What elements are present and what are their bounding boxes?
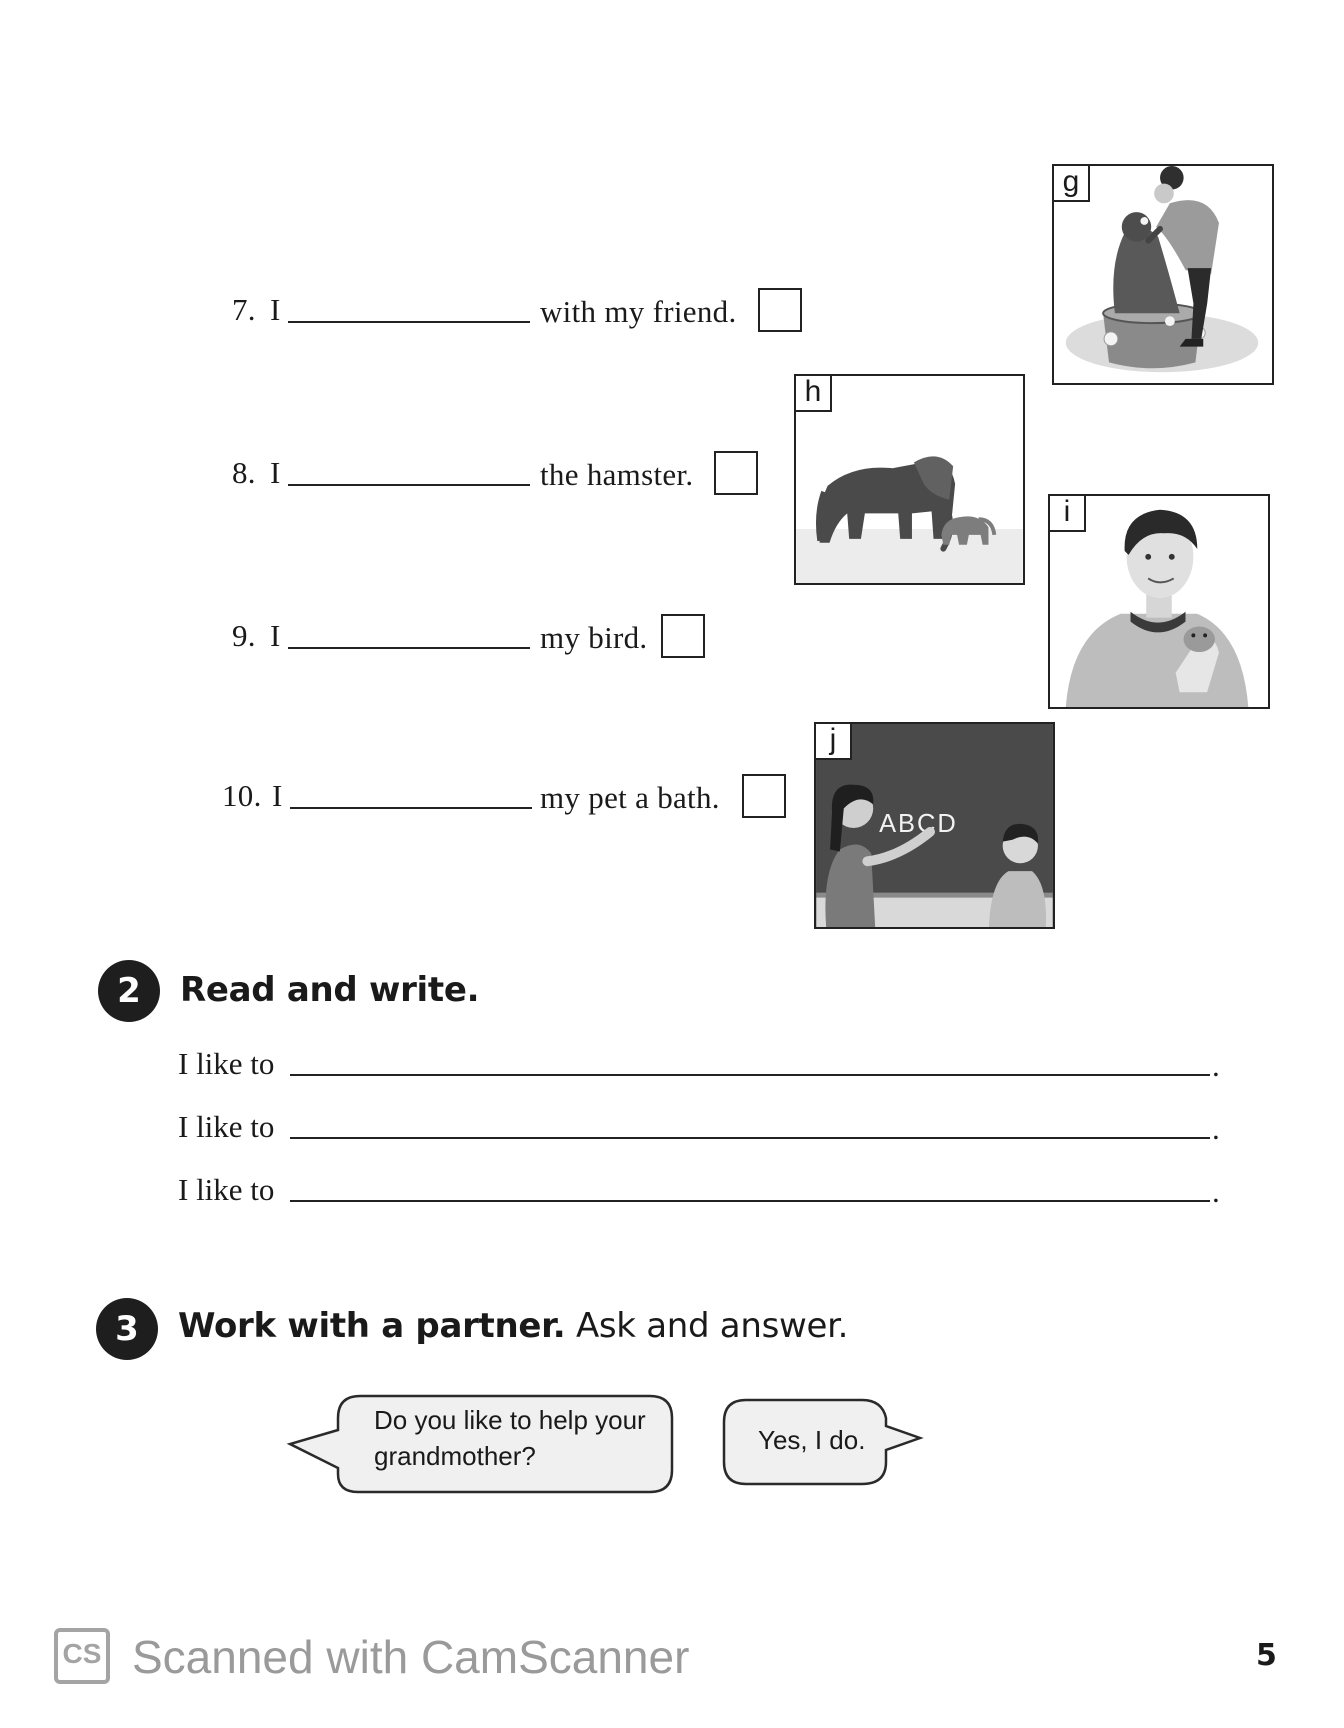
answer-blank-8[interactable] [288,484,530,486]
item-subject: I [272,778,283,813]
question-line-2: grandmother? [374,1441,536,1471]
answer-box-8[interactable] [714,451,758,495]
picture-j [814,722,1055,929]
item-number: 9. [232,618,256,653]
picture-i [1048,494,1270,709]
write-prompt: I like to [178,1046,275,1081]
question-line-1: Do you like to help your [374,1405,646,1435]
write-prompt: I like to [178,1172,275,1207]
exercise-2-title: Read and write. [180,970,480,1010]
write-answer-line[interactable] [290,1074,1210,1076]
answer-box-10[interactable] [742,774,786,818]
answer-box-9[interactable] [661,614,705,658]
picture-label: j [816,724,852,760]
item-text: my bird. [540,620,648,655]
write-answer-line[interactable] [290,1137,1210,1139]
item-subject: I [270,292,281,327]
chalkboard-text: ABCD [879,809,958,838]
line-end-punctuation: . [1212,1174,1220,1209]
item-text: my pet a bath. [540,780,720,815]
item-number: 8. [232,455,256,490]
answer-blank-7[interactable] [288,321,530,323]
exercise-3-title: Work with a partner. Ask and answer. [178,1306,849,1346]
item-number: 10. [222,778,262,813]
camscanner-logo-icon: CS [54,1628,110,1684]
scanner-watermark: Scanned with CamScanner [132,1631,690,1683]
answer-blank-9[interactable] [288,647,530,649]
page-number: 5 [1256,1638,1277,1673]
item-text: with my friend. [540,294,737,329]
answer-blank-10[interactable] [290,807,532,809]
picture-label: i [1050,496,1086,532]
item-text: the hamster. [540,457,694,492]
exercise-3-number: 3 [96,1298,158,1360]
exercise-2-number: 2 [98,960,160,1022]
item-number: 7. [232,292,256,327]
item-subject: I [270,618,281,653]
answer-box-7[interactable] [758,288,802,332]
line-end-punctuation: . [1212,1111,1220,1146]
write-answer-line[interactable] [290,1200,1210,1202]
line-end-punctuation: . [1212,1048,1220,1083]
picture-g [1052,164,1274,385]
picture-label: h [796,376,832,412]
picture-label: g [1054,166,1090,202]
picture-h [794,374,1025,585]
answer-text: Yes, I do. [758,1425,866,1455]
write-prompt: I like to [178,1109,275,1144]
item-subject: I [270,455,281,490]
